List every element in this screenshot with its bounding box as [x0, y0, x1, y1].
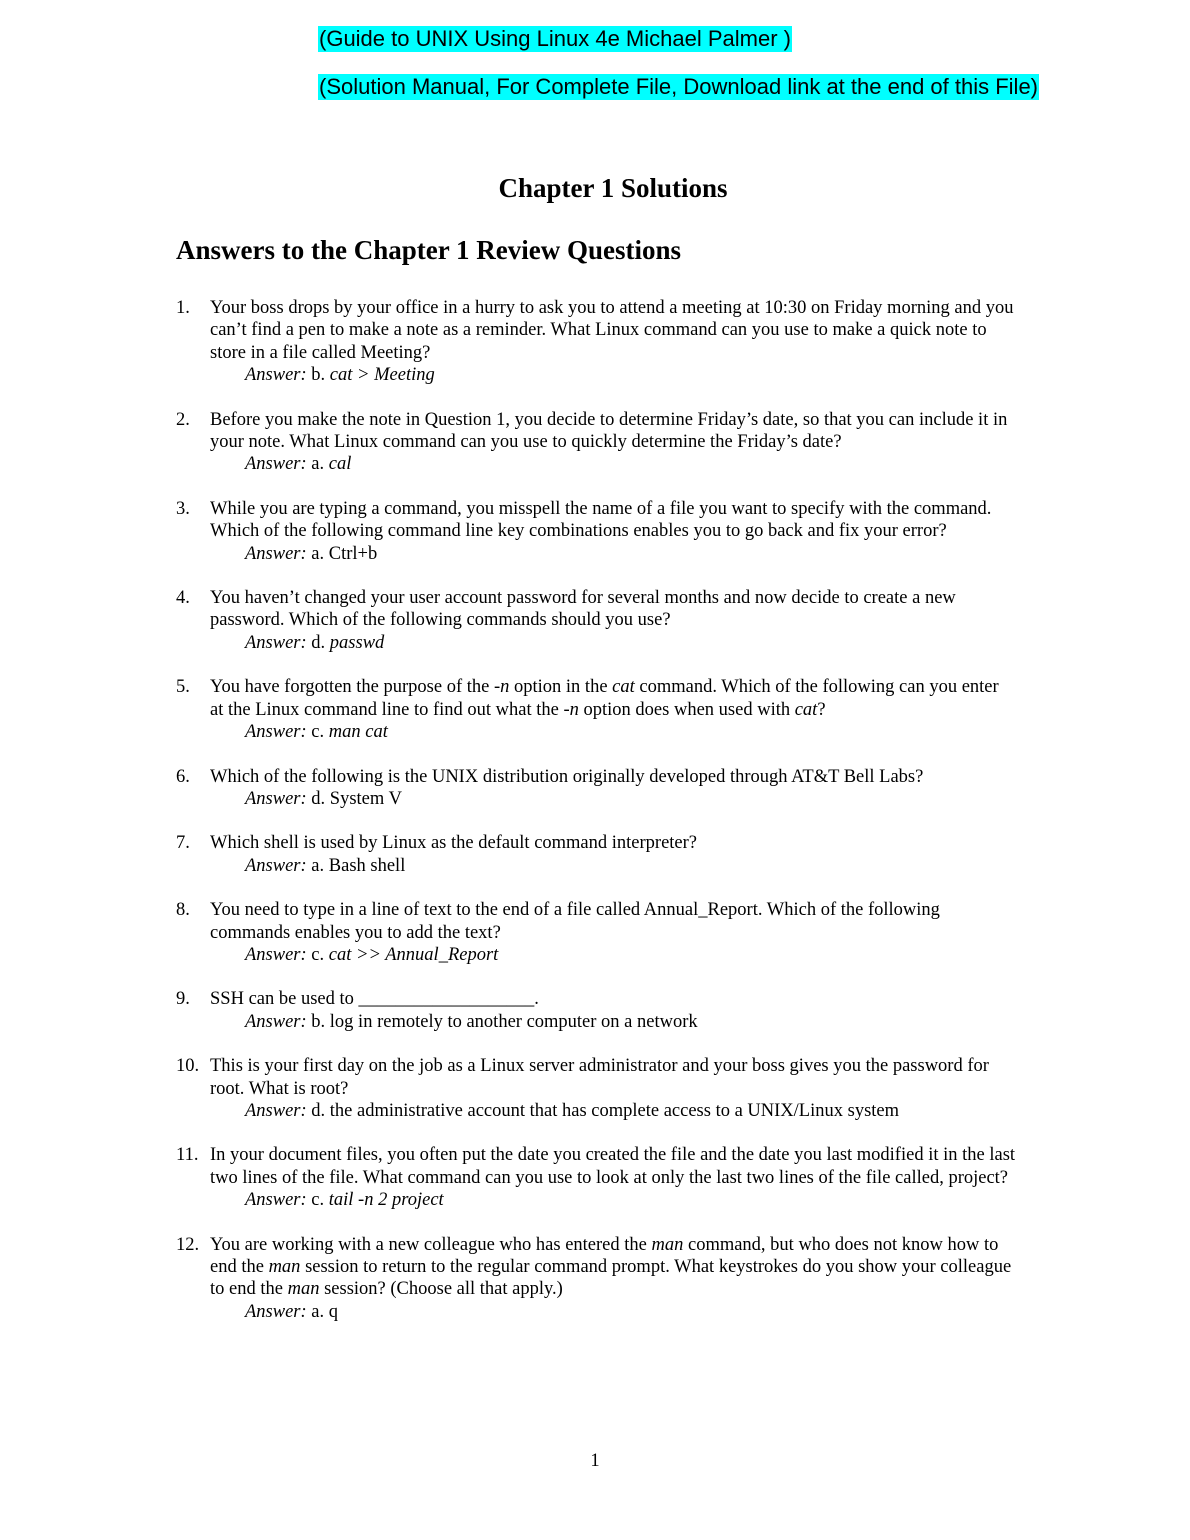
- question-number: 3.: [176, 498, 190, 519]
- question-number: 10.: [176, 1056, 200, 1077]
- answer-line: [210, 632, 1016, 654]
- answer-value: tail -n 2 project: [328, 1190, 444, 1211]
- answer-line: [210, 1189, 1016, 1211]
- answer-letter: d.: [311, 788, 326, 809]
- answer-value: cat > Meeting: [329, 365, 435, 386]
- answer-letter: c.: [311, 1190, 325, 1211]
- question-item: [176, 1234, 1016, 1324]
- answer-value: cal: [328, 454, 352, 475]
- answer-value: the administrative account that has complete access to a UNIX/Linux system: [329, 1100, 900, 1121]
- answer-label: Answer:: [245, 543, 307, 564]
- answer-letter: c.: [311, 944, 325, 965]
- question-number: 2.: [176, 409, 190, 430]
- answer-value: Bash shell: [328, 855, 406, 876]
- question-item: [176, 409, 1016, 476]
- answer-letter: a.: [311, 855, 325, 876]
- question-number: 4.: [176, 588, 190, 609]
- answer-label: Answer:: [245, 365, 307, 386]
- question-number: 12.: [176, 1234, 200, 1255]
- question-number: 9.: [176, 989, 190, 1010]
- answer-value: man cat: [328, 722, 388, 743]
- answer-letter: a.: [311, 454, 325, 475]
- answer-letter: b.: [311, 1011, 326, 1032]
- question-item: [176, 832, 1016, 877]
- question-text: SSH can be used to ___________________.: [210, 989, 539, 1010]
- answer-value: Ctrl+b: [328, 543, 378, 564]
- banner-title: (Guide to UNIX Using Linux 4e Michael Palmer ): [319, 26, 791, 51]
- answer-line: [210, 1100, 1016, 1122]
- answer-letter: a.: [311, 1301, 325, 1322]
- question-item: [176, 1144, 1016, 1211]
- question-item: [176, 766, 1016, 811]
- answer-letter: b.: [311, 365, 326, 386]
- answer-label: Answer:: [245, 788, 307, 809]
- answer-label: Answer:: [245, 632, 307, 653]
- answer-line: [210, 788, 1016, 810]
- question-item: [176, 899, 1016, 966]
- answer-letter: d.: [311, 632, 326, 653]
- review-questions-list: [176, 297, 1016, 1323]
- question-item: [176, 1055, 1016, 1122]
- chapter-title: Chapter 1 Solutions: [498, 173, 728, 203]
- question-text: You are working with a new colleague who has entered the man command, but who does not know how to end the man session to return to the regular command prompt. What keystrokes do you show your colleague to end the man session? (Choose all that apply.): [210, 1234, 1012, 1300]
- question-text: You need to type in a line of text to the end of a file called Annual_Report. Which of the following commands enables you to add the text?: [210, 900, 940, 943]
- question-text: You have forgotten the purpose of the -n option in the cat command. Which of the following can you enter at the Linux command line to find out what the -n option does when used with cat?: [210, 677, 999, 720]
- answer-label: Answer:: [245, 722, 307, 743]
- answer-label: Answer:: [245, 855, 307, 876]
- answer-line: [210, 1011, 1016, 1033]
- section-title: Answers to the Chapter 1 Review Questions: [176, 235, 681, 265]
- answer-line: [210, 721, 1016, 743]
- answer-line: [210, 1301, 1016, 1323]
- question-text: This is your first day on the job as a Linux server administrator and your boss gives you the password for root. What is root?: [210, 1056, 989, 1099]
- question-number: 8.: [176, 900, 190, 921]
- answer-label: Answer:: [245, 1301, 307, 1322]
- answer-label: Answer:: [245, 1011, 307, 1032]
- question-item: [176, 676, 1016, 743]
- question-number: 6.: [176, 766, 190, 787]
- question-text: Which shell is used by Linux as the default command interpreter?: [210, 833, 698, 854]
- answer-letter: a.: [311, 543, 325, 564]
- answer-value: q: [328, 1301, 339, 1322]
- banner-download-note: (Solution Manual, For Complete File, Download link at the end of this File): [319, 74, 1039, 99]
- answer-value: log in remotely to another computer on a network: [329, 1011, 698, 1032]
- answer-letter: d.: [311, 1100, 326, 1121]
- question-number: 7.: [176, 833, 190, 854]
- page-number: 1: [590, 1451, 600, 1471]
- question-text: While you are typing a command, you misspell the name of a file you want to specify with the command. Which of the following command line key combinations enables you to go back and fix your error?: [210, 498, 992, 542]
- answer-letter: c.: [311, 722, 325, 743]
- answer-line: [210, 855, 1016, 877]
- answer-line: [210, 944, 1016, 966]
- answer-value: cat >> Annual_Report: [328, 944, 499, 965]
- question-text: You haven’t changed your user account password for several months and now decide to create a new password. Which of the following commands should you use?: [210, 588, 956, 631]
- answer-label: Answer:: [245, 454, 307, 475]
- question-text: In your document files, you often put the date you created the file and the date you last modified it in the last two lines of the file. What command can you use to look at only the last two lines of the file called, project?: [210, 1145, 1016, 1188]
- question-item: [176, 498, 1016, 565]
- question-item: [176, 988, 1016, 1033]
- question-number: 11.: [176, 1145, 199, 1166]
- question-text: Before you make the note in Question 1, you decide to determine Friday’s date, so that you can include it in your note. What Linux command can you use to quickly determine the Friday’s date?: [210, 409, 1008, 453]
- question-number: 5.: [176, 677, 190, 698]
- answer-value: System V: [329, 788, 402, 809]
- answer-label: Answer:: [245, 944, 307, 965]
- question-text: Which of the following is the UNIX distribution originally developed through AT&T Bell Labs?: [210, 766, 924, 787]
- answer-line: [210, 453, 1016, 475]
- answer-label: Answer:: [245, 1190, 307, 1211]
- answer-line: [210, 543, 1016, 565]
- question-number: 1.: [176, 298, 190, 318]
- answer-value: passwd: [329, 632, 385, 653]
- question-text: Your boss drops by your office in a hurry to ask you to attend a meeting at 10:30 on Friday morning and you can’t find a pen to make a note as a reminder. What Linux command can you use to make a quick note to store in a file called Meeting?: [210, 298, 1014, 363]
- question-item: [176, 297, 1016, 387]
- answer-label: Answer:: [245, 1100, 307, 1121]
- answer-line: [210, 364, 1016, 386]
- question-item: [176, 587, 1016, 654]
